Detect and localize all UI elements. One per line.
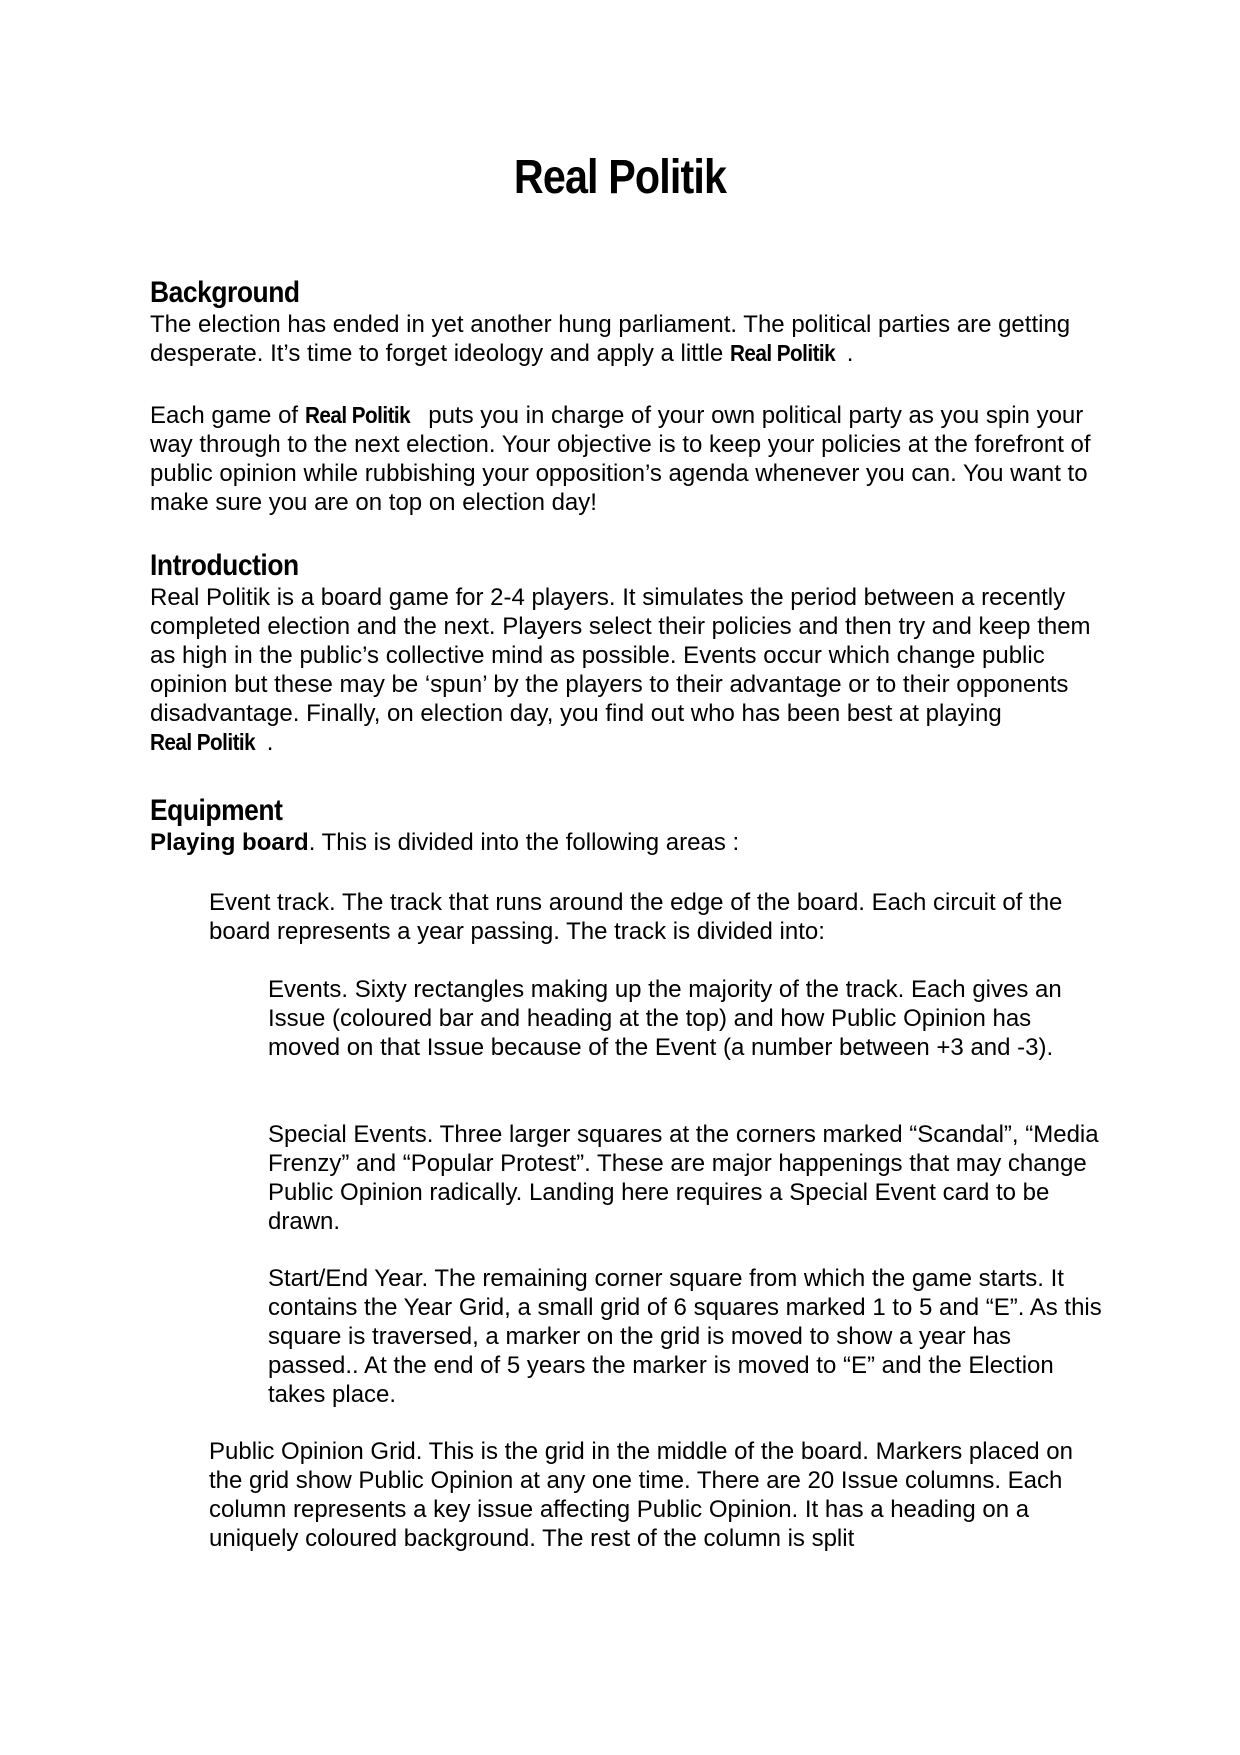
background-heading: Background: [150, 276, 300, 309]
events-paragraph: Events. Sixty rectangles making up the majority of the track. Each gives an Issue (coloured bar and heading at the top) and how Public Opinion has moved on that Issue because of the Event (a number between +3 and -3).: [268, 976, 1062, 1061]
event-track-block: [209, 888, 1109, 946]
introduction-text: Real Politik is a board game for 2-4 players. It simulates the period between a recently completed election and the next. Players select their policies and then try and keep them as high in the public’s collective mind as possible. Events occur which change public opinion but these may be ‘spun’ by the players to their advantage or to their opponents disadvantage. Finally, on election day, you find out who has been best at playing: [150, 584, 1091, 727]
start-end-year-block: [268, 1264, 1108, 1409]
background-p1-end: .: [846, 340, 854, 367]
background-paragraph-2: [150, 401, 1100, 517]
start-end-year-paragraph: Start/End Year. The remaining corner square from which the game starts. It contains the Year Grid, a small grid of 6 squares marked 1 to 5 and “E”. As this square is traversed, a marker on the grid is moved to show a year has passed.. At the end of 5 years the marker is moved to “E” and the Election takes place.: [268, 1265, 1102, 1408]
equipment-heading: Equipment: [150, 794, 283, 827]
real-politik-emphasis: Real Politik: [729, 340, 836, 366]
introduction-paragraph: [150, 583, 1100, 757]
real-politik-emphasis: Real Politik: [304, 402, 410, 428]
introduction-heading: Introduction: [150, 549, 299, 582]
page-title: Real Politik: [513, 151, 727, 204]
special-events-block: [268, 1120, 1108, 1236]
introduction-end: .: [266, 729, 274, 756]
introduction-section: [150, 549, 1100, 757]
events-block: [268, 975, 1108, 1062]
playing-board-paragraph: [150, 828, 1100, 857]
background-p2-start: Each game of: [150, 402, 305, 429]
background-paragraph-2-block: [150, 401, 1100, 517]
background-paragraph-1: [150, 310, 1100, 368]
equipment-section: [150, 794, 1100, 857]
public-opinion-block: [209, 1437, 1109, 1553]
playing-board-text: . This is divided into the following areas :: [308, 829, 740, 856]
background-section: [150, 276, 1100, 368]
background-p2-text: puts you in charge of your own political party as you spin your way through to the next election. Your objective is to keep your policies at the forefront of public opinion while rubbishing your opposition’s agenda whenever you can. You want to make sure you are on top on election day!: [150, 402, 1091, 516]
public-opinion-paragraph: Public Opinion Grid. This is the grid in the middle of the board. Markers placed on the grid show Public Opinion at any one time. There are 20 Issue columns. Each column represents a key issue affecting Public Opinion. It has a heading on a uniquely coloured background. The rest of the column is split: [209, 1438, 1073, 1552]
background-p1-text: The election has ended in yet another hung parliament. The political parties are getting desperate. It’s time to forget ideology and apply a little: [150, 311, 1071, 367]
playing-board-label: Playing board: [150, 829, 309, 856]
real-politik-emphasis: Real Politik: [150, 729, 256, 755]
event-track-paragraph: Event track. The track that runs around the edge of the board. Each circuit of the board represents a year passing. The track is divided into:: [209, 889, 1063, 945]
special-events-paragraph: Special Events. Three larger squares at the corners marked “Scandal”, “Media Frenzy” and “Popular Protest”. These are major happenings that may change Public Opinion radically. Landing here requires a Special Event card to be drawn.: [268, 1121, 1099, 1235]
